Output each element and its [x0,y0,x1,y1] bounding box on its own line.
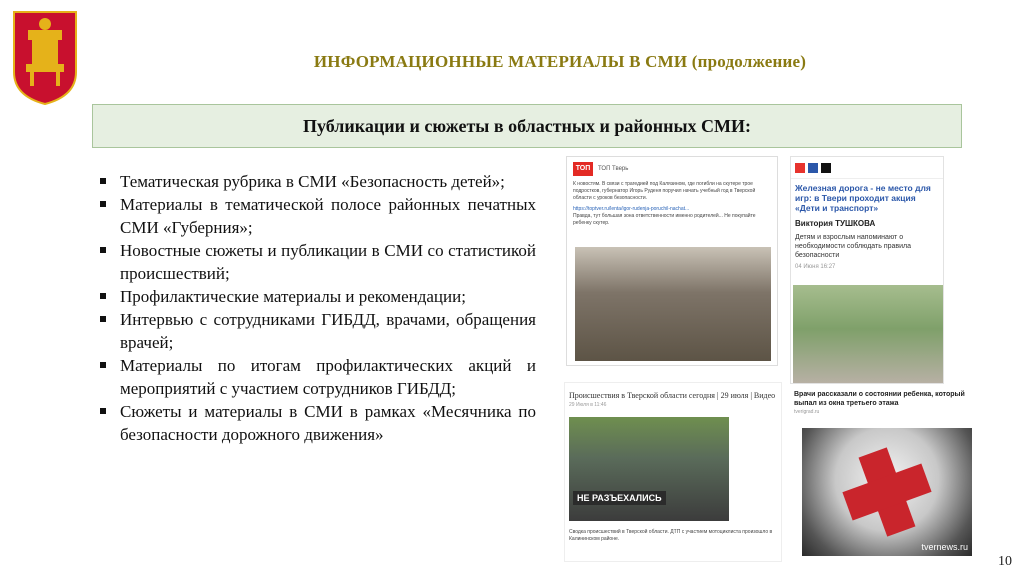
subtitle-banner [92,104,962,148]
page-number: 10 [998,554,1012,569]
bullet-item: Интервью с сотрудниками ГИБДД, врачами, обращения врачей; [98,308,536,354]
red-cross-icon [802,428,972,556]
bullet-list [98,170,536,446]
screenshot-tver-news [790,156,944,384]
top-tver-link: https://toptver.ru/lenta/igor-rudenja-poruchil-nachat... [573,206,690,212]
logo-mark-icon [795,163,805,173]
doctor-caption: Врачи рассказали о состоянии ребенка, который выпал из окна третьего этажа [794,391,965,407]
news-lead: Детям и взрослым напоминают о необходимости соблюдать правила безопасности [795,234,912,259]
bullet-item: Материалы в тематической полосе районных печатных СМИ «Губерния»; [98,193,536,239]
screenshot-incident [564,382,782,562]
bullet-item: Тематическая рубрика в СМИ «Безопасность детей»; [98,170,536,193]
subtitle-text: Публикации и сюжеты в областных и районных СМИ: [302,115,752,136]
bullet-item: Профилактические материалы и рекомендации; [98,285,536,308]
top-tver-source: ТОП Тверь [598,166,629,172]
watermark: tvernews.ru [921,542,968,552]
top-tver-quote: Правда, тут большая зона ответственности именно родителей... Не покупайте ребенку скутер. [573,213,756,226]
logo-mark-icon [821,163,831,173]
screenshot-top-tver [566,156,778,366]
doctor-meta: tverigrad.ru [794,409,820,415]
slide-title: ИНФОРМАЦИОННЫЕ МАТЕРИАЛЫ В СМИ (продолжение) [313,52,807,71]
news-author: Виктория ТУШКОВА [795,219,876,228]
top-tver-text: К новостям. В связи с трагедией под Калязином, где погибли на скутере трое подростков, губернатор Игорь Руденя поручил начать учебный год в Тверской области с уроков безопасности. [573,181,756,201]
police-children-photo [793,285,943,383]
ambulance-cross-photo [802,428,972,556]
damaged-car-photo [569,417,729,521]
bullet-item: Новостные сюжеты и публикации в СМИ со статистикой происшествий; [98,239,536,285]
top-tver-logo: ТОП [573,162,593,176]
incident-headline: Происшествия в Тверской области сегодня | 29 июля | Видео [569,391,776,400]
screenshot-doctor [792,388,984,560]
incident-body: Сводка происшествий в Тверской области. ДТП с участием мотоциклиста произошло в Калининском районе. [569,529,773,542]
bullet-item: Материалы по итогам профилактических акций и мероприятий с участием сотрудников ГИБДД; [98,354,536,400]
video-label: НЕ РАЗЪЕХАЛИСЬ [573,491,666,505]
news-headline: Железная дорога - не место для игр: в Твери проходит акция «Дети и транспорт» [795,183,931,213]
logo-mark-icon [808,163,818,173]
site-header [791,157,943,179]
motorcycle-crash-photo [575,247,771,361]
incident-meta: 29 Июля в 11:46 [569,402,607,408]
tver-emblem-icon [12,10,78,106]
news-date: 04 Июня 16:27 [795,264,836,270]
bullet-item: Сюжеты и материалы в СМИ в рамках «Месячника по безопасности дорожного движения» [98,400,536,446]
